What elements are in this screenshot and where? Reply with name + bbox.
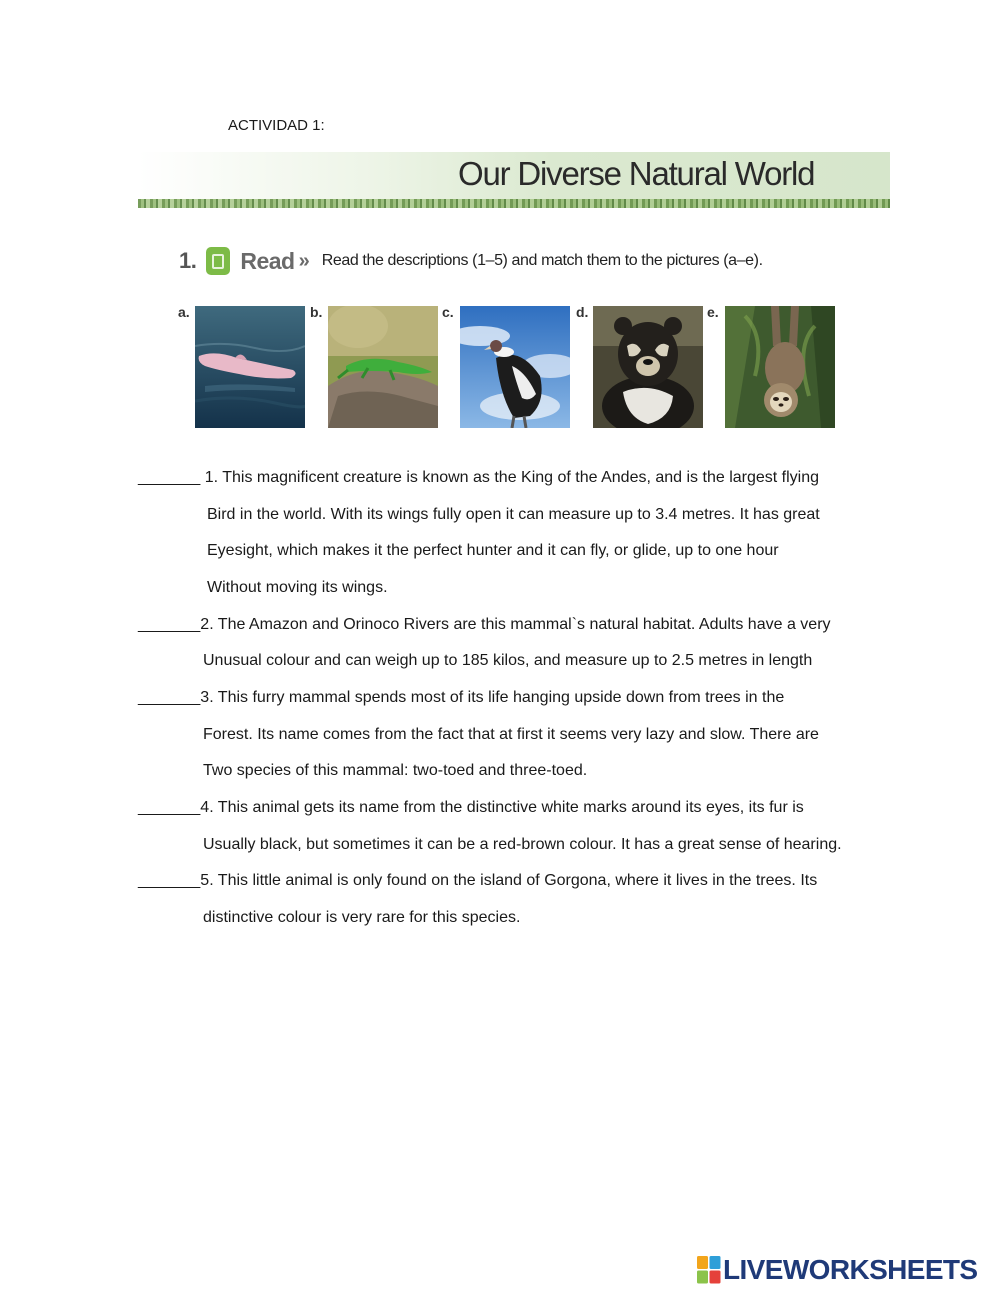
picture-label-a: a.	[178, 304, 190, 320]
picture-b-lizard	[328, 306, 438, 428]
grass-strip	[138, 199, 890, 208]
instruction-text: Read the descriptions (1–5) and match them to the pictures (a–e).	[321, 252, 763, 269]
picture-label-c: c.	[442, 304, 454, 320]
picture-label-b: b.	[310, 304, 323, 320]
green-lizard-icon	[328, 306, 438, 428]
picture-a-dolphin	[195, 306, 305, 428]
instruction-number: 1.	[179, 248, 197, 273]
description-3-line-3: Two species of this mammal: two-toed and three-toed.	[203, 762, 588, 779]
activity-label: ACTIVIDAD 1:	[228, 117, 325, 134]
read-heading: Read	[240, 247, 295, 274]
picture-c-condor	[460, 306, 570, 428]
description-4-line-1: _______4. This animal gets its name from the distinctive white marks around its eyes, its fur is	[138, 799, 804, 816]
picture-label-d: d.	[576, 304, 589, 320]
description-3-line-2: Forest. Its name comes from the fact that at first it seems very lazy and slow. There are	[203, 726, 819, 743]
pink-river-dolphin-icon	[195, 306, 305, 428]
description-1-line-4: Without moving its wings.	[207, 579, 388, 596]
logo-text: LIVEWORKSHEETS	[723, 1254, 978, 1285]
spectacled-bear-icon	[593, 306, 703, 428]
live-letters-icon	[697, 1256, 721, 1284]
instruction-row	[179, 244, 763, 278]
picture-label-e: e.	[707, 304, 719, 320]
document-icon	[206, 247, 230, 275]
banner-title: Our Diverse Natural World	[458, 155, 815, 192]
picture-e-sloth	[725, 306, 835, 428]
picture-d-bear	[593, 306, 703, 428]
andean-condor-icon	[460, 306, 570, 428]
description-1-line-2: Bird in the world. With its wings fully open it can measure up to 3.4 metres. It has great	[207, 506, 820, 523]
description-2-line-1: _______2. The Amazon and Orinoco Rivers are this mammal`s natural habitat. Adults have a very	[138, 616, 831, 633]
description-4-line-2: Usually black, but sometimes it can be a red-brown colour. It has a great sense of hearing.	[203, 836, 842, 853]
description-1-line-3: Eyesight, which makes it the perfect hunter and it can fly, or glide, up to one hour	[207, 542, 779, 559]
title-banner	[138, 152, 890, 208]
description-5-line-2: distinctive colour is very rare for this species.	[203, 909, 521, 926]
description-2-line-2: Unusual colour and can weigh up to 185 kilos, and measure up to 2.5 metres in length	[203, 652, 813, 669]
description-5-line-1: _______5. This little animal is only found on the island of Gorgona, where it lives in the trees. Its	[138, 872, 818, 889]
double-arrow-icon: »	[298, 249, 310, 272]
description-1-line-1: _______ 1. This magnificent creature is known as the King of the Andes, and is the largest flying	[138, 469, 820, 486]
liveworksheets-logo	[697, 1255, 978, 1285]
description-3-line-1: _______3. This furry mammal spends most of its life hanging upside down from trees in the	[138, 689, 785, 706]
sloth-icon	[725, 306, 835, 428]
